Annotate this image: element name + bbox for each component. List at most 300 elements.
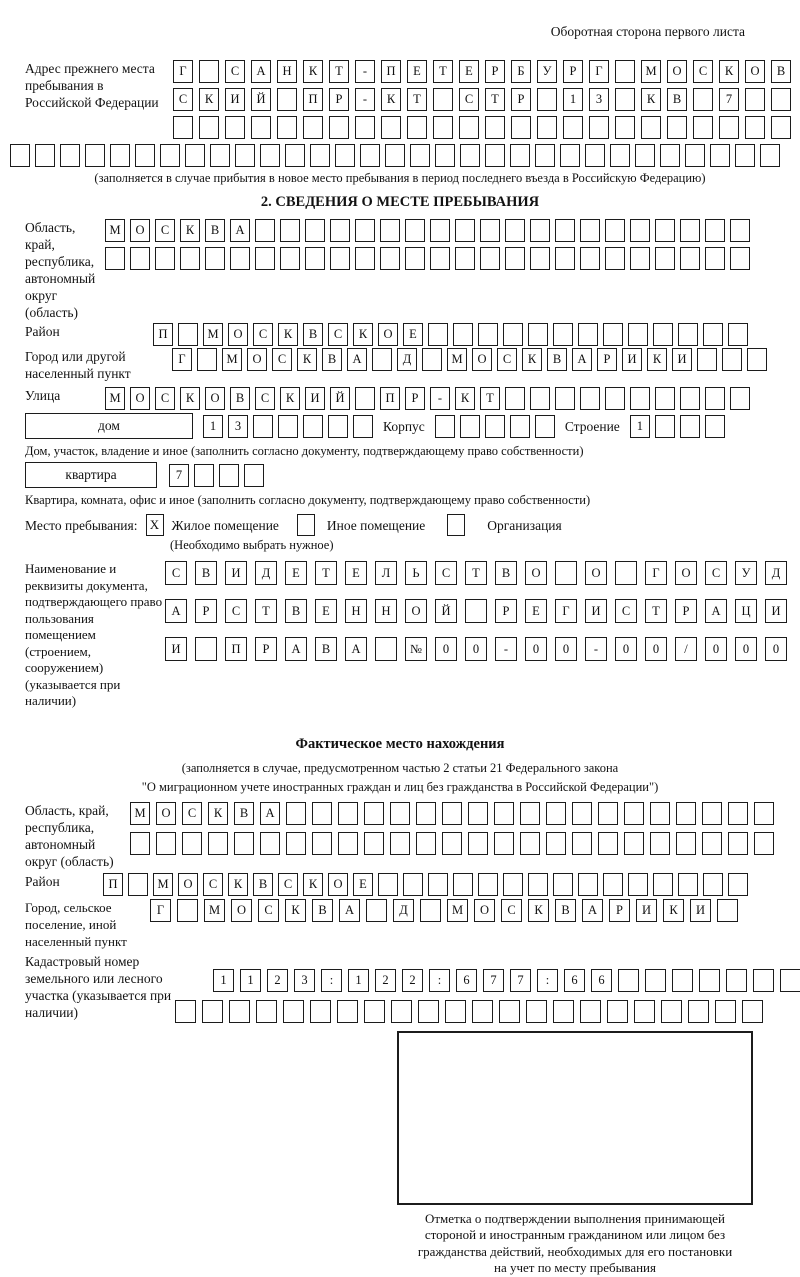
char-box[interactable] xyxy=(655,415,675,438)
char-box[interactable] xyxy=(780,969,800,992)
char-box[interactable] xyxy=(605,219,625,242)
char-box[interactable]: О xyxy=(585,561,607,585)
char-box[interactable] xyxy=(730,219,750,242)
char-box[interactable]: 7 xyxy=(483,969,504,992)
char-box[interactable] xyxy=(494,832,514,855)
char-box[interactable]: О xyxy=(525,561,547,585)
char-box[interactable]: Е xyxy=(315,599,337,623)
char-box[interactable]: Е xyxy=(459,60,479,83)
char-box[interactable]: И xyxy=(305,387,325,410)
char-box[interactable] xyxy=(305,247,325,270)
char-box[interactable] xyxy=(528,323,548,346)
char-box[interactable]: К xyxy=(719,60,739,83)
char-box[interactable]: Т xyxy=(480,387,500,410)
char-box[interactable] xyxy=(286,802,306,825)
char-box[interactable] xyxy=(618,969,639,992)
char-box[interactable]: М xyxy=(447,348,467,371)
char-box[interactable]: О xyxy=(228,323,248,346)
char-box[interactable]: А xyxy=(251,60,271,83)
char-box[interactable]: Н xyxy=(277,60,297,83)
char-box[interactable] xyxy=(366,899,387,922)
char-box[interactable] xyxy=(603,873,623,896)
char-box[interactable]: - xyxy=(495,637,517,661)
char-box[interactable]: С xyxy=(225,60,245,83)
char-box[interactable] xyxy=(378,873,398,896)
char-box[interactable] xyxy=(235,144,255,167)
char-box[interactable] xyxy=(754,832,774,855)
char-box[interactable]: А xyxy=(165,599,187,623)
char-box[interactable]: И xyxy=(165,637,187,661)
char-box[interactable]: № xyxy=(405,637,427,661)
char-box[interactable] xyxy=(537,116,557,139)
char-box[interactable] xyxy=(726,969,747,992)
char-box[interactable]: Т xyxy=(255,599,277,623)
char-box[interactable] xyxy=(234,832,254,855)
char-box[interactable] xyxy=(546,832,566,855)
char-box[interactable]: К xyxy=(455,387,475,410)
char-box[interactable] xyxy=(503,323,523,346)
char-box[interactable] xyxy=(560,144,580,167)
char-box[interactable]: Т xyxy=(407,88,427,111)
char-box[interactable] xyxy=(433,88,453,111)
char-box[interactable]: М xyxy=(105,219,125,242)
char-box[interactable]: В xyxy=(195,561,217,585)
char-box[interactable] xyxy=(280,247,300,270)
char-box[interactable] xyxy=(699,969,720,992)
char-box[interactable] xyxy=(435,144,455,167)
char-box[interactable] xyxy=(110,144,130,167)
char-box[interactable]: С xyxy=(182,802,202,825)
char-box[interactable]: К xyxy=(663,899,684,922)
char-box[interactable]: Т xyxy=(645,599,667,623)
char-box[interactable]: 0 xyxy=(615,637,637,661)
char-box[interactable] xyxy=(465,599,487,623)
char-box[interactable]: М xyxy=(222,348,242,371)
char-box[interactable] xyxy=(360,144,380,167)
char-box[interactable] xyxy=(705,415,725,438)
char-box[interactable]: Р xyxy=(563,60,583,83)
char-box[interactable]: К xyxy=(297,348,317,371)
char-box[interactable] xyxy=(653,873,673,896)
char-box[interactable]: С xyxy=(173,88,193,111)
char-box[interactable] xyxy=(535,415,555,438)
char-box[interactable] xyxy=(530,387,550,410)
char-box[interactable] xyxy=(160,144,180,167)
char-box[interactable] xyxy=(303,415,323,438)
char-box[interactable]: М xyxy=(204,899,225,922)
char-box[interactable]: М xyxy=(447,899,468,922)
char-box[interactable]: Л xyxy=(375,561,397,585)
char-box[interactable] xyxy=(418,1000,439,1023)
char-box[interactable] xyxy=(468,802,488,825)
char-box[interactable]: К xyxy=(180,387,200,410)
char-box[interactable] xyxy=(615,116,635,139)
char-box[interactable] xyxy=(702,802,722,825)
char-box[interactable] xyxy=(555,561,577,585)
char-box[interactable] xyxy=(520,832,540,855)
char-box[interactable]: Й xyxy=(435,599,457,623)
char-box[interactable]: 7 xyxy=(719,88,739,111)
char-box[interactable] xyxy=(175,1000,196,1023)
char-box[interactable]: / xyxy=(675,637,697,661)
char-box[interactable]: А xyxy=(705,599,727,623)
char-box[interactable] xyxy=(253,415,273,438)
char-box[interactable] xyxy=(685,144,705,167)
char-box[interactable] xyxy=(605,387,625,410)
char-box[interactable]: П xyxy=(225,637,247,661)
char-box[interactable] xyxy=(380,219,400,242)
char-box[interactable] xyxy=(472,1000,493,1023)
char-box[interactable]: Е xyxy=(407,60,427,83)
char-box[interactable]: А xyxy=(285,637,307,661)
char-box[interactable] xyxy=(510,144,530,167)
char-box[interactable] xyxy=(280,219,300,242)
char-box[interactable] xyxy=(730,387,750,410)
char-box[interactable]: 6 xyxy=(456,969,477,992)
char-box[interactable] xyxy=(503,873,523,896)
char-box[interactable] xyxy=(422,348,442,371)
char-box[interactable] xyxy=(155,247,175,270)
char-box[interactable] xyxy=(705,219,725,242)
char-box[interactable] xyxy=(355,387,375,410)
char-box[interactable]: 7 xyxy=(510,969,531,992)
char-box[interactable]: 1 xyxy=(630,415,650,438)
char-box[interactable] xyxy=(478,873,498,896)
char-box[interactable]: П xyxy=(380,387,400,410)
char-box[interactable]: К xyxy=(522,348,542,371)
char-box[interactable]: С xyxy=(501,899,522,922)
char-box[interactable]: - xyxy=(585,637,607,661)
char-box[interactable]: М xyxy=(153,873,173,896)
char-box[interactable] xyxy=(607,1000,628,1023)
char-box[interactable]: К xyxy=(381,88,401,111)
char-box[interactable] xyxy=(199,116,219,139)
char-box[interactable]: И xyxy=(672,348,692,371)
char-box[interactable] xyxy=(528,873,548,896)
char-box[interactable]: Р xyxy=(405,387,425,410)
char-box[interactable] xyxy=(310,144,330,167)
char-box[interactable]: С xyxy=(459,88,479,111)
char-box[interactable] xyxy=(747,348,767,371)
char-box[interactable] xyxy=(405,247,425,270)
char-box[interactable] xyxy=(312,802,332,825)
char-box[interactable] xyxy=(205,247,225,270)
char-box[interactable] xyxy=(195,637,217,661)
char-box[interactable] xyxy=(703,873,723,896)
char-box[interactable]: 1 xyxy=(240,969,261,992)
char-box[interactable] xyxy=(628,873,648,896)
char-box[interactable] xyxy=(355,219,375,242)
char-box[interactable] xyxy=(410,144,430,167)
char-box[interactable] xyxy=(185,144,205,167)
char-box[interactable] xyxy=(645,969,666,992)
char-box[interactable] xyxy=(260,144,280,167)
char-box[interactable]: Н xyxy=(345,599,367,623)
char-box[interactable] xyxy=(255,219,275,242)
char-box[interactable]: Г xyxy=(589,60,609,83)
char-box[interactable] xyxy=(485,415,505,438)
char-box[interactable]: Р xyxy=(609,899,630,922)
char-box[interactable]: С xyxy=(155,387,175,410)
char-box[interactable]: Е xyxy=(525,599,547,623)
char-box[interactable] xyxy=(433,116,453,139)
char-box[interactable]: В xyxy=(312,899,333,922)
char-box[interactable]: Т xyxy=(315,561,337,585)
char-box[interactable] xyxy=(672,969,693,992)
char-box[interactable]: 7 xyxy=(169,464,189,487)
char-box[interactable]: К xyxy=(278,323,298,346)
char-box[interactable]: 1 xyxy=(213,969,234,992)
char-box[interactable]: И xyxy=(225,561,247,585)
char-box[interactable]: К xyxy=(641,88,661,111)
char-box[interactable] xyxy=(630,219,650,242)
char-box[interactable]: 1 xyxy=(563,88,583,111)
char-box[interactable]: 0 xyxy=(705,637,727,661)
char-box[interactable] xyxy=(526,1000,547,1023)
char-box[interactable] xyxy=(256,1000,277,1023)
char-box[interactable] xyxy=(251,116,271,139)
char-box[interactable]: О xyxy=(247,348,267,371)
char-box[interactable]: - xyxy=(430,387,450,410)
char-box[interactable]: Д xyxy=(255,561,277,585)
char-box[interactable] xyxy=(563,116,583,139)
char-box[interactable]: И xyxy=(585,599,607,623)
char-box[interactable]: И xyxy=(690,899,711,922)
char-box[interactable]: К xyxy=(528,899,549,922)
char-box[interactable] xyxy=(391,1000,412,1023)
char-box[interactable] xyxy=(728,832,748,855)
char-box[interactable]: В xyxy=(547,348,567,371)
char-box[interactable]: У xyxy=(537,60,557,83)
char-box[interactable]: В xyxy=(667,88,687,111)
char-box[interactable] xyxy=(553,873,573,896)
char-box[interactable] xyxy=(676,832,696,855)
char-box[interactable] xyxy=(202,1000,223,1023)
char-box[interactable] xyxy=(728,323,748,346)
char-box[interactable] xyxy=(442,832,462,855)
char-box[interactable]: Т xyxy=(433,60,453,83)
char-box[interactable] xyxy=(630,387,650,410)
char-box[interactable] xyxy=(505,219,525,242)
char-box[interactable] xyxy=(578,323,598,346)
char-box[interactable] xyxy=(480,247,500,270)
char-box[interactable]: И xyxy=(225,88,245,111)
char-box[interactable] xyxy=(420,899,441,922)
char-box[interactable] xyxy=(194,464,214,487)
char-box[interactable]: 3 xyxy=(294,969,315,992)
char-box[interactable] xyxy=(630,247,650,270)
char-box[interactable] xyxy=(485,144,505,167)
char-box[interactable]: А xyxy=(347,348,367,371)
char-box[interactable] xyxy=(130,832,150,855)
char-box[interactable]: Р xyxy=(675,599,697,623)
char-box[interactable] xyxy=(230,247,250,270)
char-box[interactable] xyxy=(355,247,375,270)
char-box[interactable] xyxy=(728,802,748,825)
char-box[interactable] xyxy=(453,323,473,346)
char-box[interactable]: И xyxy=(622,348,642,371)
char-box[interactable]: Г xyxy=(555,599,577,623)
char-box[interactable] xyxy=(60,144,80,167)
char-box[interactable] xyxy=(635,144,655,167)
char-box[interactable] xyxy=(478,323,498,346)
char-box[interactable] xyxy=(661,1000,682,1023)
char-box[interactable]: С xyxy=(328,323,348,346)
char-box[interactable] xyxy=(468,832,488,855)
char-box[interactable]: О xyxy=(178,873,198,896)
char-box[interactable] xyxy=(697,348,717,371)
char-box[interactable] xyxy=(130,247,150,270)
char-box[interactable] xyxy=(710,144,730,167)
char-box[interactable]: 0 xyxy=(525,637,547,661)
char-box[interactable] xyxy=(375,637,397,661)
char-box[interactable]: Г xyxy=(172,348,192,371)
char-box[interactable]: О xyxy=(205,387,225,410)
char-box[interactable] xyxy=(353,415,373,438)
char-box[interactable]: 3 xyxy=(228,415,248,438)
char-box[interactable]: К xyxy=(303,873,323,896)
char-box[interactable]: С xyxy=(705,561,727,585)
char-box[interactable] xyxy=(255,247,275,270)
char-box[interactable]: А xyxy=(230,219,250,242)
char-box[interactable] xyxy=(435,415,455,438)
char-box[interactable]: М xyxy=(130,802,150,825)
char-box[interactable] xyxy=(156,832,176,855)
char-box[interactable]: В xyxy=(555,899,576,922)
char-box[interactable]: Г xyxy=(173,60,193,83)
char-box[interactable] xyxy=(286,832,306,855)
char-box[interactable] xyxy=(225,116,245,139)
checkbox-residential[interactable]: X xyxy=(146,514,164,536)
char-box[interactable]: Р xyxy=(195,599,217,623)
char-box[interactable] xyxy=(580,247,600,270)
char-box[interactable]: М xyxy=(105,387,125,410)
char-box[interactable] xyxy=(653,323,673,346)
char-box[interactable] xyxy=(416,832,436,855)
char-box[interactable] xyxy=(219,464,239,487)
char-box[interactable] xyxy=(553,323,573,346)
char-box[interactable] xyxy=(510,415,530,438)
char-box[interactable] xyxy=(688,1000,709,1023)
char-box[interactable]: Й xyxy=(251,88,271,111)
char-box[interactable] xyxy=(771,88,791,111)
char-box[interactable] xyxy=(135,144,155,167)
char-box[interactable]: Р xyxy=(485,60,505,83)
char-box[interactable]: Д xyxy=(397,348,417,371)
char-box[interactable] xyxy=(197,348,217,371)
char-box[interactable] xyxy=(338,832,358,855)
char-box[interactable] xyxy=(494,802,514,825)
char-box[interactable] xyxy=(546,802,566,825)
char-box[interactable]: Г xyxy=(150,899,171,922)
char-box[interactable]: Е xyxy=(353,873,373,896)
char-box[interactable] xyxy=(335,144,355,167)
char-box[interactable]: О xyxy=(130,387,150,410)
char-box[interactable]: П xyxy=(153,323,173,346)
char-box[interactable] xyxy=(445,1000,466,1023)
char-box[interactable]: К xyxy=(285,899,306,922)
char-box[interactable]: П xyxy=(381,60,401,83)
char-box[interactable] xyxy=(730,247,750,270)
char-box[interactable] xyxy=(693,88,713,111)
char-box[interactable]: С xyxy=(165,561,187,585)
char-box[interactable] xyxy=(364,832,384,855)
char-box[interactable]: В xyxy=(230,387,250,410)
char-box[interactable]: А xyxy=(260,802,280,825)
char-box[interactable] xyxy=(260,832,280,855)
char-box[interactable]: С xyxy=(435,561,457,585)
char-box[interactable]: О xyxy=(405,599,427,623)
char-box[interactable]: О xyxy=(667,60,687,83)
char-box[interactable] xyxy=(173,116,193,139)
char-box[interactable]: А xyxy=(582,899,603,922)
char-box[interactable] xyxy=(615,561,637,585)
char-box[interactable]: Д xyxy=(765,561,787,585)
char-box[interactable]: Т xyxy=(485,88,505,111)
char-box[interactable] xyxy=(520,802,540,825)
char-box[interactable] xyxy=(407,116,427,139)
char-box[interactable]: К xyxy=(199,88,219,111)
char-box[interactable] xyxy=(771,116,791,139)
char-box[interactable] xyxy=(650,802,670,825)
char-box[interactable] xyxy=(555,387,575,410)
char-box[interactable] xyxy=(442,802,462,825)
char-box[interactable] xyxy=(10,144,30,167)
char-box[interactable] xyxy=(305,219,325,242)
char-box[interactable] xyxy=(676,802,696,825)
char-box[interactable] xyxy=(180,247,200,270)
char-box[interactable] xyxy=(505,387,525,410)
char-box[interactable] xyxy=(705,247,725,270)
char-box[interactable] xyxy=(555,219,575,242)
char-box[interactable] xyxy=(283,1000,304,1023)
char-box[interactable] xyxy=(705,387,725,410)
char-box[interactable] xyxy=(416,802,436,825)
char-box[interactable]: Р xyxy=(511,88,531,111)
char-box[interactable] xyxy=(580,1000,601,1023)
char-box[interactable] xyxy=(35,144,55,167)
char-box[interactable] xyxy=(85,144,105,167)
char-box[interactable]: С xyxy=(693,60,713,83)
char-box[interactable] xyxy=(660,144,680,167)
char-box[interactable]: О xyxy=(474,899,495,922)
char-box[interactable] xyxy=(285,144,305,167)
char-box[interactable] xyxy=(530,247,550,270)
char-box[interactable]: С xyxy=(255,387,275,410)
char-box[interactable] xyxy=(277,116,297,139)
char-box[interactable]: Ь xyxy=(405,561,427,585)
char-box[interactable] xyxy=(337,1000,358,1023)
char-box[interactable] xyxy=(430,219,450,242)
char-box[interactable]: О xyxy=(156,802,176,825)
char-box[interactable] xyxy=(428,873,448,896)
char-box[interactable]: О xyxy=(328,873,348,896)
char-box[interactable]: С xyxy=(225,599,247,623)
char-box[interactable] xyxy=(667,116,687,139)
char-box[interactable]: 2 xyxy=(402,969,423,992)
char-box[interactable] xyxy=(229,1000,250,1023)
char-box[interactable] xyxy=(385,144,405,167)
char-box[interactable] xyxy=(628,323,648,346)
char-box[interactable] xyxy=(535,144,555,167)
char-box[interactable]: : xyxy=(537,969,558,992)
char-box[interactable] xyxy=(338,802,358,825)
char-box[interactable] xyxy=(580,387,600,410)
char-box[interactable] xyxy=(364,1000,385,1023)
char-box[interactable] xyxy=(330,219,350,242)
char-box[interactable] xyxy=(329,116,349,139)
char-box[interactable] xyxy=(330,247,350,270)
